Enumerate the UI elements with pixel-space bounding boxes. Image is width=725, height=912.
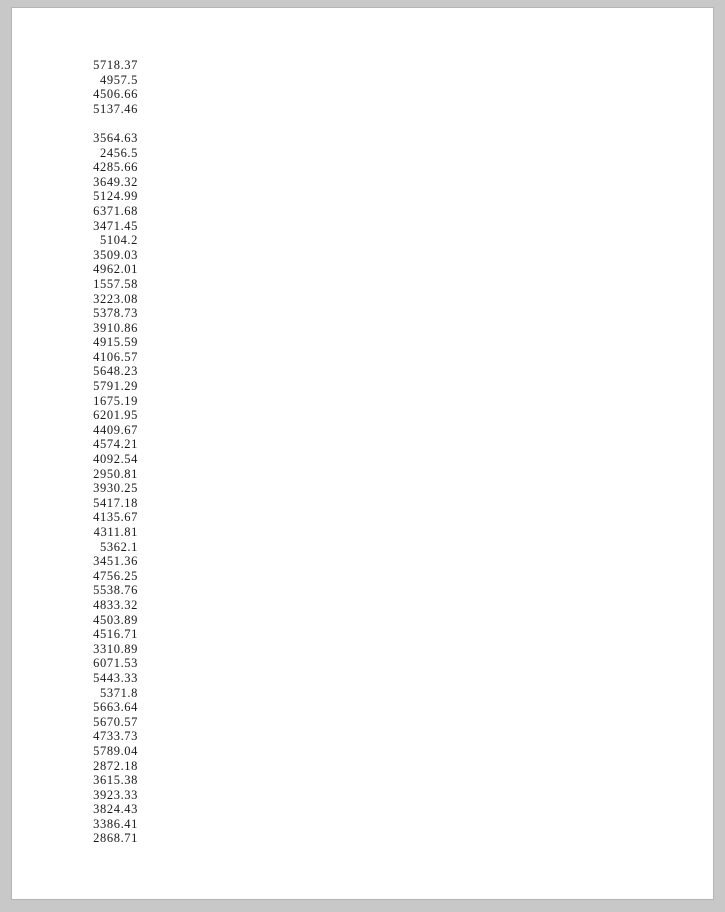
number-line: 4409.67 (93, 422, 138, 437)
number-line: 4574.21 (93, 437, 138, 452)
number-line: 4733.73 (93, 729, 138, 744)
number-line: 3471.45 (93, 218, 138, 233)
number-line: 5417.18 (93, 495, 138, 510)
number-line: 2868.71 (93, 831, 138, 846)
number-line: 5791.29 (93, 379, 138, 394)
number-line: 6071.53 (93, 656, 138, 671)
number-line: 4285.66 (93, 160, 138, 175)
number-line: 4962.01 (93, 262, 138, 277)
number-line: 3310.89 (93, 641, 138, 656)
blank-line (68, 116, 138, 131)
number-line: 3923.33 (93, 787, 138, 802)
number-line: 6371.68 (93, 203, 138, 218)
number-line: 2950.81 (93, 466, 138, 481)
number-line: 3451.36 (93, 554, 138, 569)
number-line: 5538.76 (93, 583, 138, 598)
number-line: 4516.71 (93, 627, 138, 642)
number-line: 3564.63 (93, 130, 138, 145)
number-line: 3824.43 (93, 802, 138, 817)
number-line: 4106.57 (93, 349, 138, 364)
number-line: 3386.41 (93, 816, 138, 831)
number-line: 5124.99 (93, 189, 138, 204)
number-line: 4957.5 (100, 72, 138, 87)
number-line: 1675.19 (93, 393, 138, 408)
number-line: 2456.5 (100, 145, 138, 160)
number-line: 3615.38 (93, 773, 138, 788)
number-line: 4503.89 (93, 612, 138, 627)
number-line: 5663.64 (93, 700, 138, 715)
number-line: 6201.95 (93, 408, 138, 423)
number-line: 5443.33 (93, 670, 138, 685)
number-line: 1557.58 (93, 276, 138, 291)
number-line: 5104.2 (100, 233, 138, 248)
number-line: 3223.08 (93, 291, 138, 306)
number-line: 5648.23 (93, 364, 138, 379)
number-line: 4756.25 (93, 568, 138, 583)
number-line: 5378.73 (93, 306, 138, 321)
number-line: 5362.1 (100, 539, 138, 554)
number-line: 4092.54 (93, 452, 138, 467)
number-line: 5137.46 (93, 101, 138, 116)
number-line: 3930.25 (93, 481, 138, 496)
number-line: 3649.32 (93, 174, 138, 189)
number-line: 5371.8 (100, 685, 138, 700)
document-page (11, 7, 714, 900)
number-line: 4311.81 (93, 525, 138, 539)
number-line: 3509.03 (93, 247, 138, 262)
number-line: 4135.67 (93, 510, 138, 525)
number-line: 5670.57 (93, 714, 138, 729)
number-list (68, 58, 138, 846)
number-line: 4506.66 (93, 87, 138, 102)
number-line: 4833.32 (93, 597, 138, 612)
number-line: 5718.37 (93, 58, 138, 72)
number-line: 3910.86 (93, 320, 138, 335)
number-line: 4915.59 (93, 335, 138, 350)
number-line: 5789.04 (93, 743, 138, 758)
number-line: 2872.18 (93, 758, 138, 773)
